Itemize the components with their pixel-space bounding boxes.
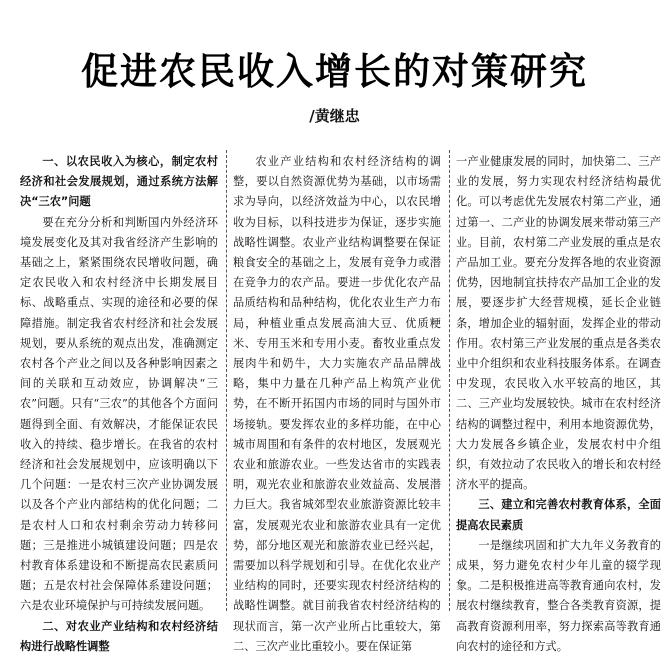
article-title: 促进农民收入增长的对策研究 xyxy=(81,50,588,93)
body-paragraph: 一产业健康发展的同时，加快第二、三产业的发展，努力实现农村经济结构最优化。可以考虑优先发展农村第二产业，通过第一、二产业的协调发展来带动第三产业。目前，农村第二产业发展的重点是农产品加工业。要充分发挥各地的农业资源优势，因地制宜扶持农产品加工企业的发展，要逐步扩大经营规模，延长企业链条，增加企业的辐射面，发挥企业的带动作用。农村第三产业发展的重点是各类农业中介组织和农业科技服务体系。在调查中发现，农民收入水平较高的地区，其二、三产业均发展较快。城市在农村经济结构的调整过程中，利用本地资源优势，大力发展各乡镇企业，发展农村中介组织，有效拉动了农民收入的增长和农村经济水平的提高。 xyxy=(456,155,661,492)
column-divider xyxy=(226,150,227,611)
text-column-1 xyxy=(20,152,218,653)
article-author: /黄继忠 xyxy=(309,107,360,125)
column-divider xyxy=(449,150,450,611)
section-heading-3: 三、建立和完善农村教育体系，全面提高农民素质 xyxy=(456,498,661,532)
text-column-3 xyxy=(456,152,661,653)
section-heading-2: 二、对农业产业结构和农村经济结构进行战略性调整 xyxy=(20,619,218,653)
body-paragraph: 要在充分分析和判断国内外经济环境发展变化及其对我省经济产生影响的基础之上，紧紧围绕农民增收问题，确定农民收入和农村经济中长期发展目标、战略重点、实现的途径和必要的保障措施。制定我省农村经济和社会发展规划，要从系统的观点出发，准确测定农村各个产业之间以及各种影响因素之间的关联和互动效应，协调解决“三农”问题。只有“三农”的其他各个方面问题得到全面、有效解决，才能保证农民收入的持续、稳步增长。在我省的农村经济和社会发展规划中，应该明确以下几个问题：一是农村三次产业协调发展以及各个产业内部结构的优化问题；二是农村人口和农村剩余劳动力转移问题；三是推进小城镇建设问题；四是农村教育体系建设和不断提高农民素质问题；五是农村社会保障体系建设问题；六是农业环境保护与可持续发展问题。 xyxy=(20,215,218,613)
text-column-2 xyxy=(233,152,441,653)
section-heading-1: 一、以农民收入为核心，制定农村经济和社会发展规划，通过系统方法解决“三农”问题 xyxy=(20,155,218,209)
body-paragraph: 一是继续巩固和扩大九年义务教育的成果，努力避免农村少年儿童的辍学现象。二是积极推进高等教育通向农村，发展农村继续教育，整合各类教育资源，提高教育资源利用率，努力探索高等教育通向农村的途径和方式。 xyxy=(456,538,661,653)
body-paragraph: 农业产业结构和农村经济结构的调整，要以自然资源优势为基础，以市场需求为导向，以经济效益为中心，以农民增收为目标，以科技进步为保证，逐步实施战略性调整。农业产业结构调整要在保证粮食安全的基础之上，发展有竞争力或潜在竞争力的农产品。要进一步优化农产品品质结构和品种结构，优化农业生产力布局，种植业重点发展高油大豆、优质粳米、专用玉米和专用小麦。畜牧业重点发展肉牛和奶牛，大力实施农产品品牌战略，集中力量在几种产品上构筑产业优势，在不断开拓国内市场的同时与国外市场接轨。要发挥农业的多样功能，在中心城市周围和有条件的农村地区，发展观光农业和旅游农业。一些发达省市的实践表明，观光农业和旅游农业效益高、发展潜力巨大。我省城郊型农业旅游资源比较丰富，发展观光农业和旅游农业具有一定优势，部分地区观光和旅游农业已经兴起，需要加以科学规划和引导。在优化农业产业结构的同时，还要实现农村经济结构的战略性调整。就目前我省农村经济结构的现状而言，第一次产业所占比重较大，第二、三次产业比重较小。要在保证第 xyxy=(233,155,441,653)
